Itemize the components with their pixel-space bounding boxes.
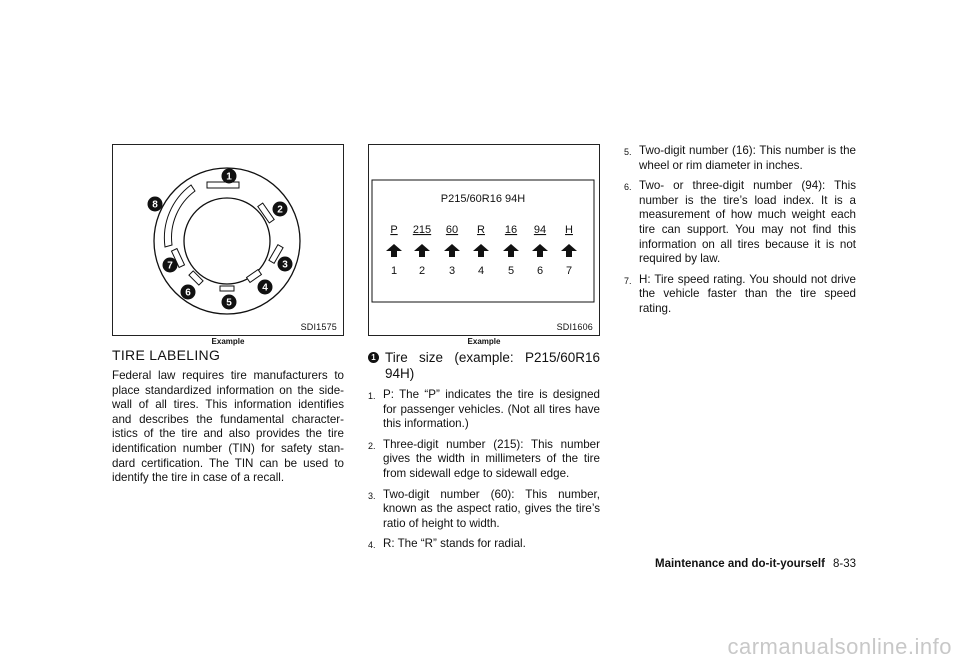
list-item-number: 3. (368, 490, 376, 501)
marker-1-icon (222, 169, 237, 184)
svg-text:1: 1 (226, 171, 232, 183)
tire-code-part: 60 (445, 224, 459, 236)
tire-code-number: 6 (536, 265, 544, 277)
list-item (624, 179, 856, 267)
label-slot-1 (207, 182, 239, 188)
list-item-number: 7. (624, 275, 632, 286)
list-item-number: 1. (368, 391, 376, 401)
list-item-text: Two-digit number (16): This number is the wheel or rim diameter in inches. (639, 144, 856, 172)
list-item-number: 6. (624, 182, 632, 193)
list-item (624, 144, 856, 173)
svg-text:4: 4 (262, 282, 268, 294)
list-item (368, 537, 600, 553)
tire-code-number: 1 (390, 265, 398, 277)
list-item-text: Two- or three-digit number (94): This number is the tire’s load index. It is a measurement of how much weight each tire can support. You may not find this information on all tires because it is not required by law. (639, 179, 856, 266)
tire-size-heading (368, 350, 600, 381)
tire-code-part: H (565, 224, 573, 236)
svg-text:8: 8 (152, 199, 158, 211)
svg-text:2: 2 (277, 204, 283, 216)
figure-code: SDI1606 (556, 322, 593, 332)
figure-code: SDI1575 (300, 322, 337, 332)
watermark: carmanualsonline.info (727, 634, 952, 659)
section-body: Federal law requires tire manufacturers to place standardized information on the side-wall of all tires. This information identifies and describes the fundamental character-istics of the tire and also provides the tire identification number (TIN) for safety stan-dard certification. The TIN can be used to identify the tire in case of a recall. (112, 369, 344, 485)
marker-1-icon: 1 (368, 352, 379, 363)
footer-section: Maintenance and do-it-yourself (655, 558, 825, 570)
marker-7-icon (163, 258, 178, 273)
figure-caption: Example (467, 337, 501, 346)
list-item (624, 273, 856, 317)
list-item-text: P: The “P” indicates the tire is designed for passenger vehicles. (Not all tires have this information.) (383, 388, 600, 431)
list-item-number: 4. (368, 540, 376, 551)
list-item-text: Two-digit number (60): This number, known as the aspect ratio, gives the tire’s ratio of height to width. (383, 487, 600, 530)
list-item-number: 5. (624, 147, 632, 157)
list-item (368, 388, 600, 432)
marker-2-icon (273, 202, 288, 217)
marker-6-icon (181, 285, 196, 300)
list-item-text: Three-digit number (215): This number gives the width in millimeters of the tire from sidewall edge to sidewall edge. (383, 437, 600, 480)
marker-4-icon (258, 280, 273, 295)
label-slot-5 (220, 286, 234, 291)
tire-sidewall-diagram (113, 145, 343, 335)
tire-code-number: 7 (565, 265, 573, 277)
page-footer (655, 558, 856, 570)
list-item-text: H: Tire speed rating. You should not drive the vehicle faster than the tire speed rating. (639, 272, 856, 315)
figure-caption: Example (211, 337, 245, 346)
section-heading: TIRE LABELING (112, 347, 221, 363)
tire-size-column-right (624, 144, 856, 323)
tire-code-text: P215/60R16 94H (440, 193, 526, 205)
svg-text:6: 6 (185, 287, 191, 299)
svg-text:3: 3 (282, 259, 288, 271)
tire-size-diagram (369, 145, 599, 335)
tire-code-number: 2 (418, 265, 426, 277)
tire-code-number: 3 (448, 265, 456, 277)
tire-size-column-left (368, 350, 600, 559)
list-item (368, 488, 600, 532)
page-number: 8-33 (832, 558, 856, 570)
tire-code-part: R (477, 224, 485, 236)
tire-code-part: 94 (533, 224, 547, 236)
tire-code-part: P (390, 224, 398, 236)
marker-3-icon (278, 257, 293, 272)
tire-code-part: 215 (412, 224, 432, 236)
marker-5-icon (222, 295, 237, 310)
tire-code-number: 5 (507, 265, 515, 277)
tire-size-figure (368, 144, 600, 336)
tire-size-heading-text: Tire size (example: P215/60R16 94H) (385, 350, 600, 381)
tire-code-part: 16 (504, 224, 518, 236)
svg-text:5: 5 (226, 297, 232, 309)
list-item-number: 2. (368, 440, 376, 451)
list-item (368, 438, 600, 482)
tire-code-number: 4 (477, 265, 485, 277)
list-item-text: R: The “R” stands for radial. (383, 537, 526, 551)
svg-text:7: 7 (167, 260, 173, 272)
tire-sidewall-figure (112, 144, 344, 336)
marker-8-icon (148, 197, 163, 212)
